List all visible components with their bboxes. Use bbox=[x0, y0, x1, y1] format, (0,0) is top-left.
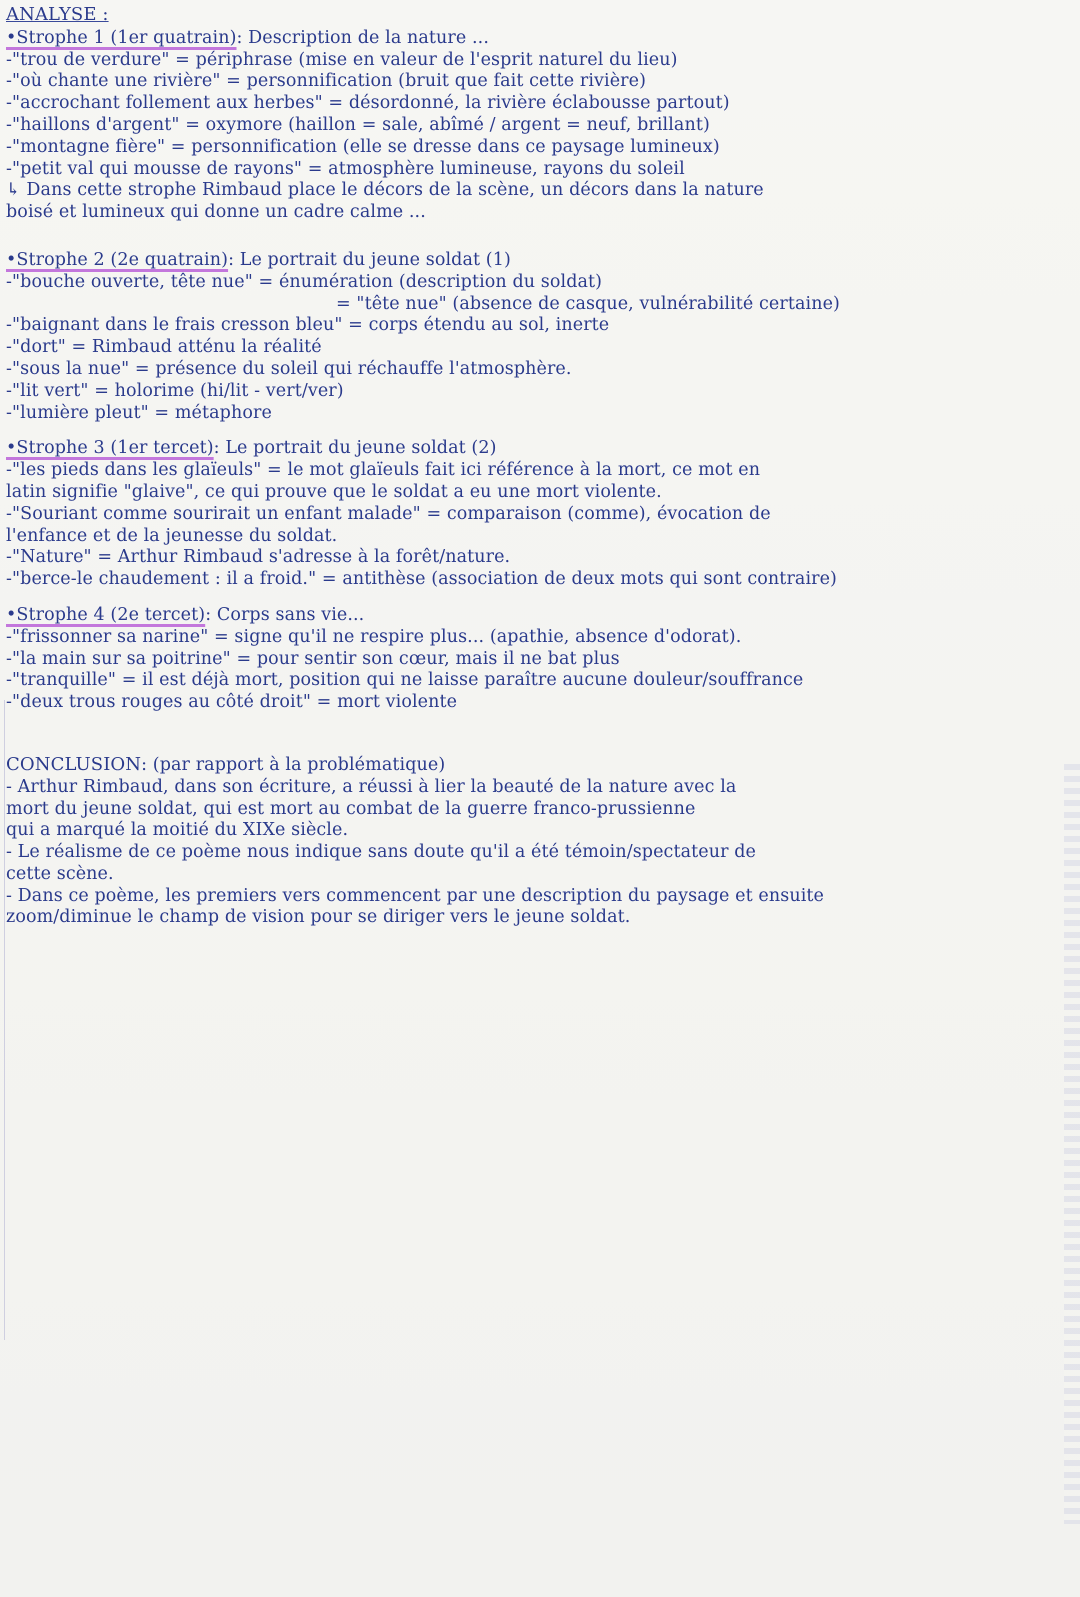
strophe-2-line: = "tête nue" (absence de casque, vulnérabilité certaine) bbox=[336, 293, 840, 314]
strophe-3-line: -"Souriant comme sourirait un enfant malade" = comparaison (comme), évocation de bbox=[6, 503, 771, 524]
strophe-3-line: -"les pieds dans les glaïeuls" = le mot glaïeuls fait ici référence à la mort, ce mot en bbox=[6, 460, 761, 481]
strophe-4-line: -"la main sur sa poitrine" = pour sentir son cœur, mais il ne bat plus bbox=[6, 648, 620, 669]
conclusion-line: - Dans ce poème, les premiers vers commencent par une description du paysage et ensuite bbox=[6, 885, 824, 906]
strophe-1-line: -"montagne fière" = personnification (elle se dresse dans ce paysage lumineux) bbox=[6, 136, 720, 157]
strophe-4-subtitle: : Corps sans vie... bbox=[205, 604, 365, 625]
page-edge bbox=[1064, 764, 1080, 1524]
strophe-3-line: -"berce-le chaudement : il a froid." = antithèse (association de deux mots qui sont contraire) bbox=[6, 569, 837, 590]
strophe-1-subtitle: : Description de la nature ... bbox=[236, 27, 490, 48]
strophe-2-line: -"dort" = Rimbaud atténu la réalité bbox=[6, 337, 322, 358]
strophe-2-line: -"lit vert" = holorime (hi/lit - vert/ver) bbox=[6, 380, 344, 401]
strophe-2-heading-line bbox=[6, 250, 1056, 272]
strophe-1-line: -"accrochant follement aux herbes" = désordonné, la rivière éclabousse partout) bbox=[6, 93, 730, 114]
conclusion-line: - Le réalisme de ce poème nous indique sans doute qu'il a été témoin/spectateur de bbox=[6, 842, 756, 863]
conclusion-line: qui a marqué la moitié du XIXe siècle. bbox=[6, 820, 349, 841]
strophe-2-line: -"bouche ouverte, tête nue" = énumération (description du soldat) bbox=[6, 271, 603, 292]
conclusion-line: - Arthur Rimbaud, dans son écriture, a réussi à lier la beauté de la nature avec la bbox=[6, 776, 737, 797]
margin-line bbox=[4, 700, 5, 1340]
strophe-1-line: -"petit val qui mousse de rayons" = atmosphère lumineuse, rayons du soleil bbox=[6, 158, 685, 179]
page-title: ANALYSE : bbox=[6, 4, 109, 25]
strophe-1-line: -"trou de verdure" = périphrase (mise en valeur de l'esprit naturel du lieu) bbox=[6, 49, 678, 70]
strophe-1-heading: •Strophe 1 (1er quatrain) bbox=[6, 27, 237, 48]
strophe-3-line: latin signifie "glaive", ce qui prouve que le soldat a eu une mort violente. bbox=[6, 481, 662, 502]
strophe-4-line: -"deux trous rouges au côté droit" = mort violente bbox=[6, 692, 458, 713]
analysis-notes bbox=[6, 4, 1056, 929]
strophe-3-subtitle: : Le portrait du jeune soldat (2) bbox=[213, 438, 497, 459]
strophe-4-line: -"tranquille" = il est déjà mort, position qui ne laisse paraître aucune douleur/souffrance bbox=[6, 670, 804, 691]
strophe-1-line: -"haillons d'argent" = oxymore (haillon = sale, abîmé / argent = neuf, brillant) bbox=[6, 114, 710, 135]
strophe-2-line: -"baignant dans le frais cresson bleu" = corps étendu au sol, inerte bbox=[6, 315, 610, 336]
strophe-3-line: l'enfance et de la jeunesse du soldat. bbox=[6, 525, 338, 546]
strophe-2-heading: •Strophe 2 (2e quatrain) bbox=[6, 249, 229, 270]
conclusion-heading: CONCLUSION bbox=[6, 753, 142, 775]
conclusion-line: zoom/diminue le champ de vision pour se diriger vers le jeune soldat. bbox=[6, 907, 631, 928]
strophe-3-heading-line bbox=[6, 438, 1056, 460]
conclusion-line: mort du jeune soldat, qui est mort au combat de la guerre franco-prussienne bbox=[6, 798, 696, 819]
conclusion-subtitle: : (par rapport à la problématique) bbox=[141, 754, 446, 775]
strophe-4-section bbox=[6, 605, 1056, 714]
strophe-4-heading-line bbox=[6, 605, 1056, 627]
strophe-1-line: -"où chante une rivière" = personnification (bruit que fait cette rivière) bbox=[6, 71, 647, 92]
strophe-1-conclusion: boisé et lumineux qui donne un cadre calme ... bbox=[6, 202, 426, 223]
strophe-3-section bbox=[6, 438, 1056, 591]
strophe-1-conclusion: ↳ Dans cette strophe Rimbaud place le décors de la scène, un décors dans la nature bbox=[6, 180, 764, 201]
strophe-3-heading: •Strophe 3 (1er tercet) bbox=[6, 438, 214, 459]
strophe-1-heading-line bbox=[6, 28, 1056, 50]
strophe-2-line: -"lumière pleut" = métaphore bbox=[6, 402, 272, 423]
strophe-2-line: -"sous la nue" = présence du soleil qui réchauffe l'atmosphère. bbox=[6, 358, 572, 379]
strophe-4-heading: •Strophe 4 (2e tercet) bbox=[6, 604, 206, 625]
strophe-2-section bbox=[6, 250, 1056, 424]
conclusion-line: cette scène. bbox=[6, 863, 114, 884]
strophe-1-section bbox=[6, 28, 1056, 224]
strophe-4-line: -"frissonner sa narine" = signe qu'il ne respire plus... (apathie, absence d'odorat). bbox=[6, 626, 742, 647]
strophe-2-subtitle: : Le portrait du jeune soldat (1) bbox=[228, 249, 511, 270]
conclusion-heading-line bbox=[6, 754, 1056, 777]
conclusion-section bbox=[6, 754, 1056, 929]
strophe-3-line: -"Nature" = Arthur Rimbaud s'adresse à la forêt/nature. bbox=[6, 547, 511, 568]
